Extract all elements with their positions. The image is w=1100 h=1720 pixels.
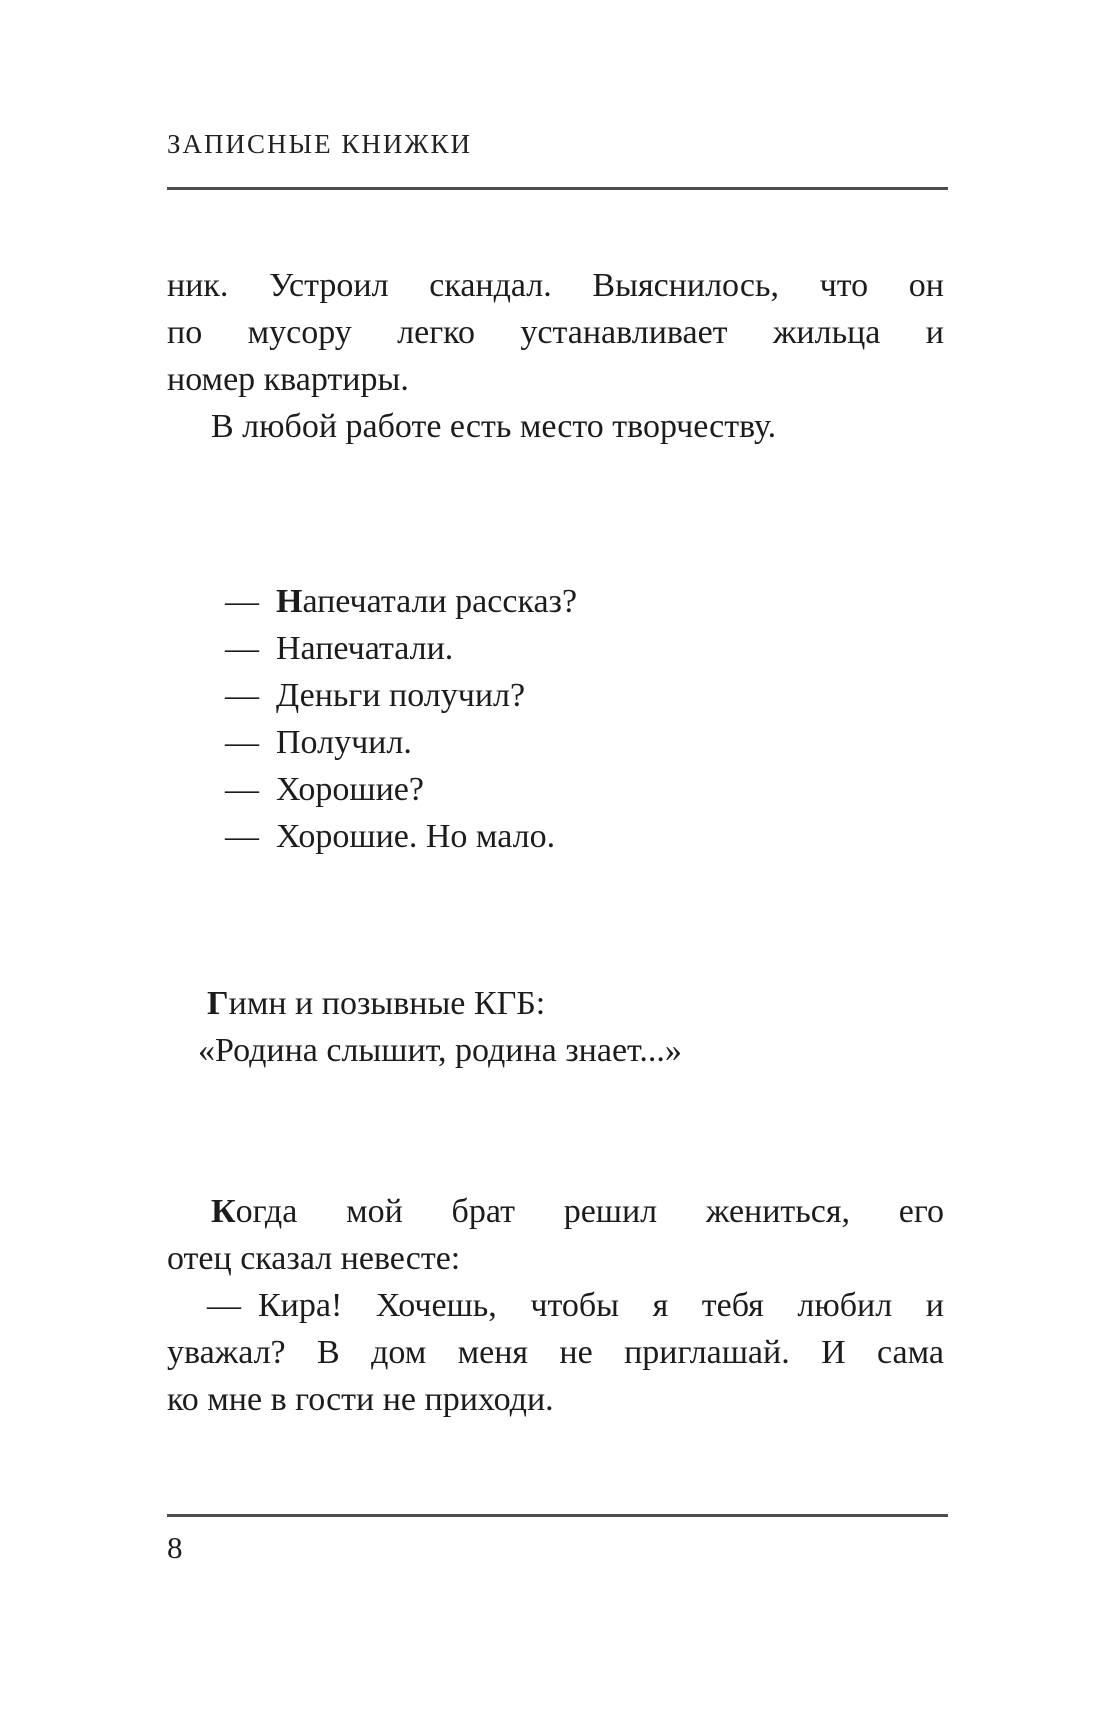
dialogue-text: Хорошие. Но мало.	[276, 818, 556, 855]
dialogue-text: апечатали рассказ?	[302, 583, 578, 620]
dialogue-line	[167, 719, 944, 766]
text-line: ник. Устроил скандал. Выяснилось, что он	[167, 267, 944, 304]
brother-text: огда мой брат решил жениться, его	[235, 1193, 944, 1230]
running-title: ЗАПИСНЫЕ КНИЖКИ	[167, 129, 473, 159]
text-line: номер квартиры.	[167, 361, 409, 398]
footer-rule	[167, 1514, 948, 1517]
page-number: 8	[167, 1530, 183, 1565]
header-rule	[167, 187, 948, 190]
em-dash: —	[225, 771, 259, 808]
dialogue-line	[167, 625, 944, 672]
note-apartment	[167, 262, 944, 450]
em-dash: —	[225, 677, 259, 714]
text-line: ко мне в гости не приходи.	[167, 1381, 554, 1418]
dialogue-text: Деньги получил?	[276, 677, 526, 714]
dialogue-text: Получил.	[276, 724, 412, 761]
note-kgb	[167, 980, 944, 1074]
quote-text: Кира! Хочешь, чтобы я тебя любил и	[258, 1287, 944, 1324]
dialogue-line	[167, 813, 944, 860]
text-line: В любой работе есть место творчеству.	[211, 408, 777, 445]
em-dash: —	[225, 630, 259, 667]
em-dash: —	[225, 583, 259, 620]
note-brother	[167, 1188, 944, 1423]
text-line	[167, 980, 944, 1027]
em-dash: —	[225, 818, 259, 855]
em-dash: —	[207, 1287, 241, 1324]
bold-initial: К	[211, 1193, 236, 1230]
text-line: отец сказал невесте:	[167, 1240, 461, 1277]
bold-initial: Г	[207, 985, 229, 1022]
dialogue-text: Напечатали.	[276, 630, 454, 667]
dialogue-line	[167, 672, 944, 719]
note-dialogue	[167, 578, 944, 860]
text-line: уважал? В дом меня не приглашай. И сама	[167, 1334, 944, 1371]
bold-initial: Н	[276, 583, 303, 620]
dialogue-text: Хорошие?	[276, 771, 424, 808]
em-dash: —	[225, 724, 259, 761]
dialogue-line	[167, 1282, 944, 1329]
text-line: «Родина слышит, родина знает...»	[198, 1032, 682, 1069]
dialogue-line	[167, 578, 944, 625]
dialogue-line	[167, 766, 944, 813]
text-line: по мусору легко устанавливает жильца и	[167, 314, 944, 351]
kgb-text: имн и позывные КГБ:	[228, 985, 546, 1022]
text-line	[167, 1188, 944, 1235]
